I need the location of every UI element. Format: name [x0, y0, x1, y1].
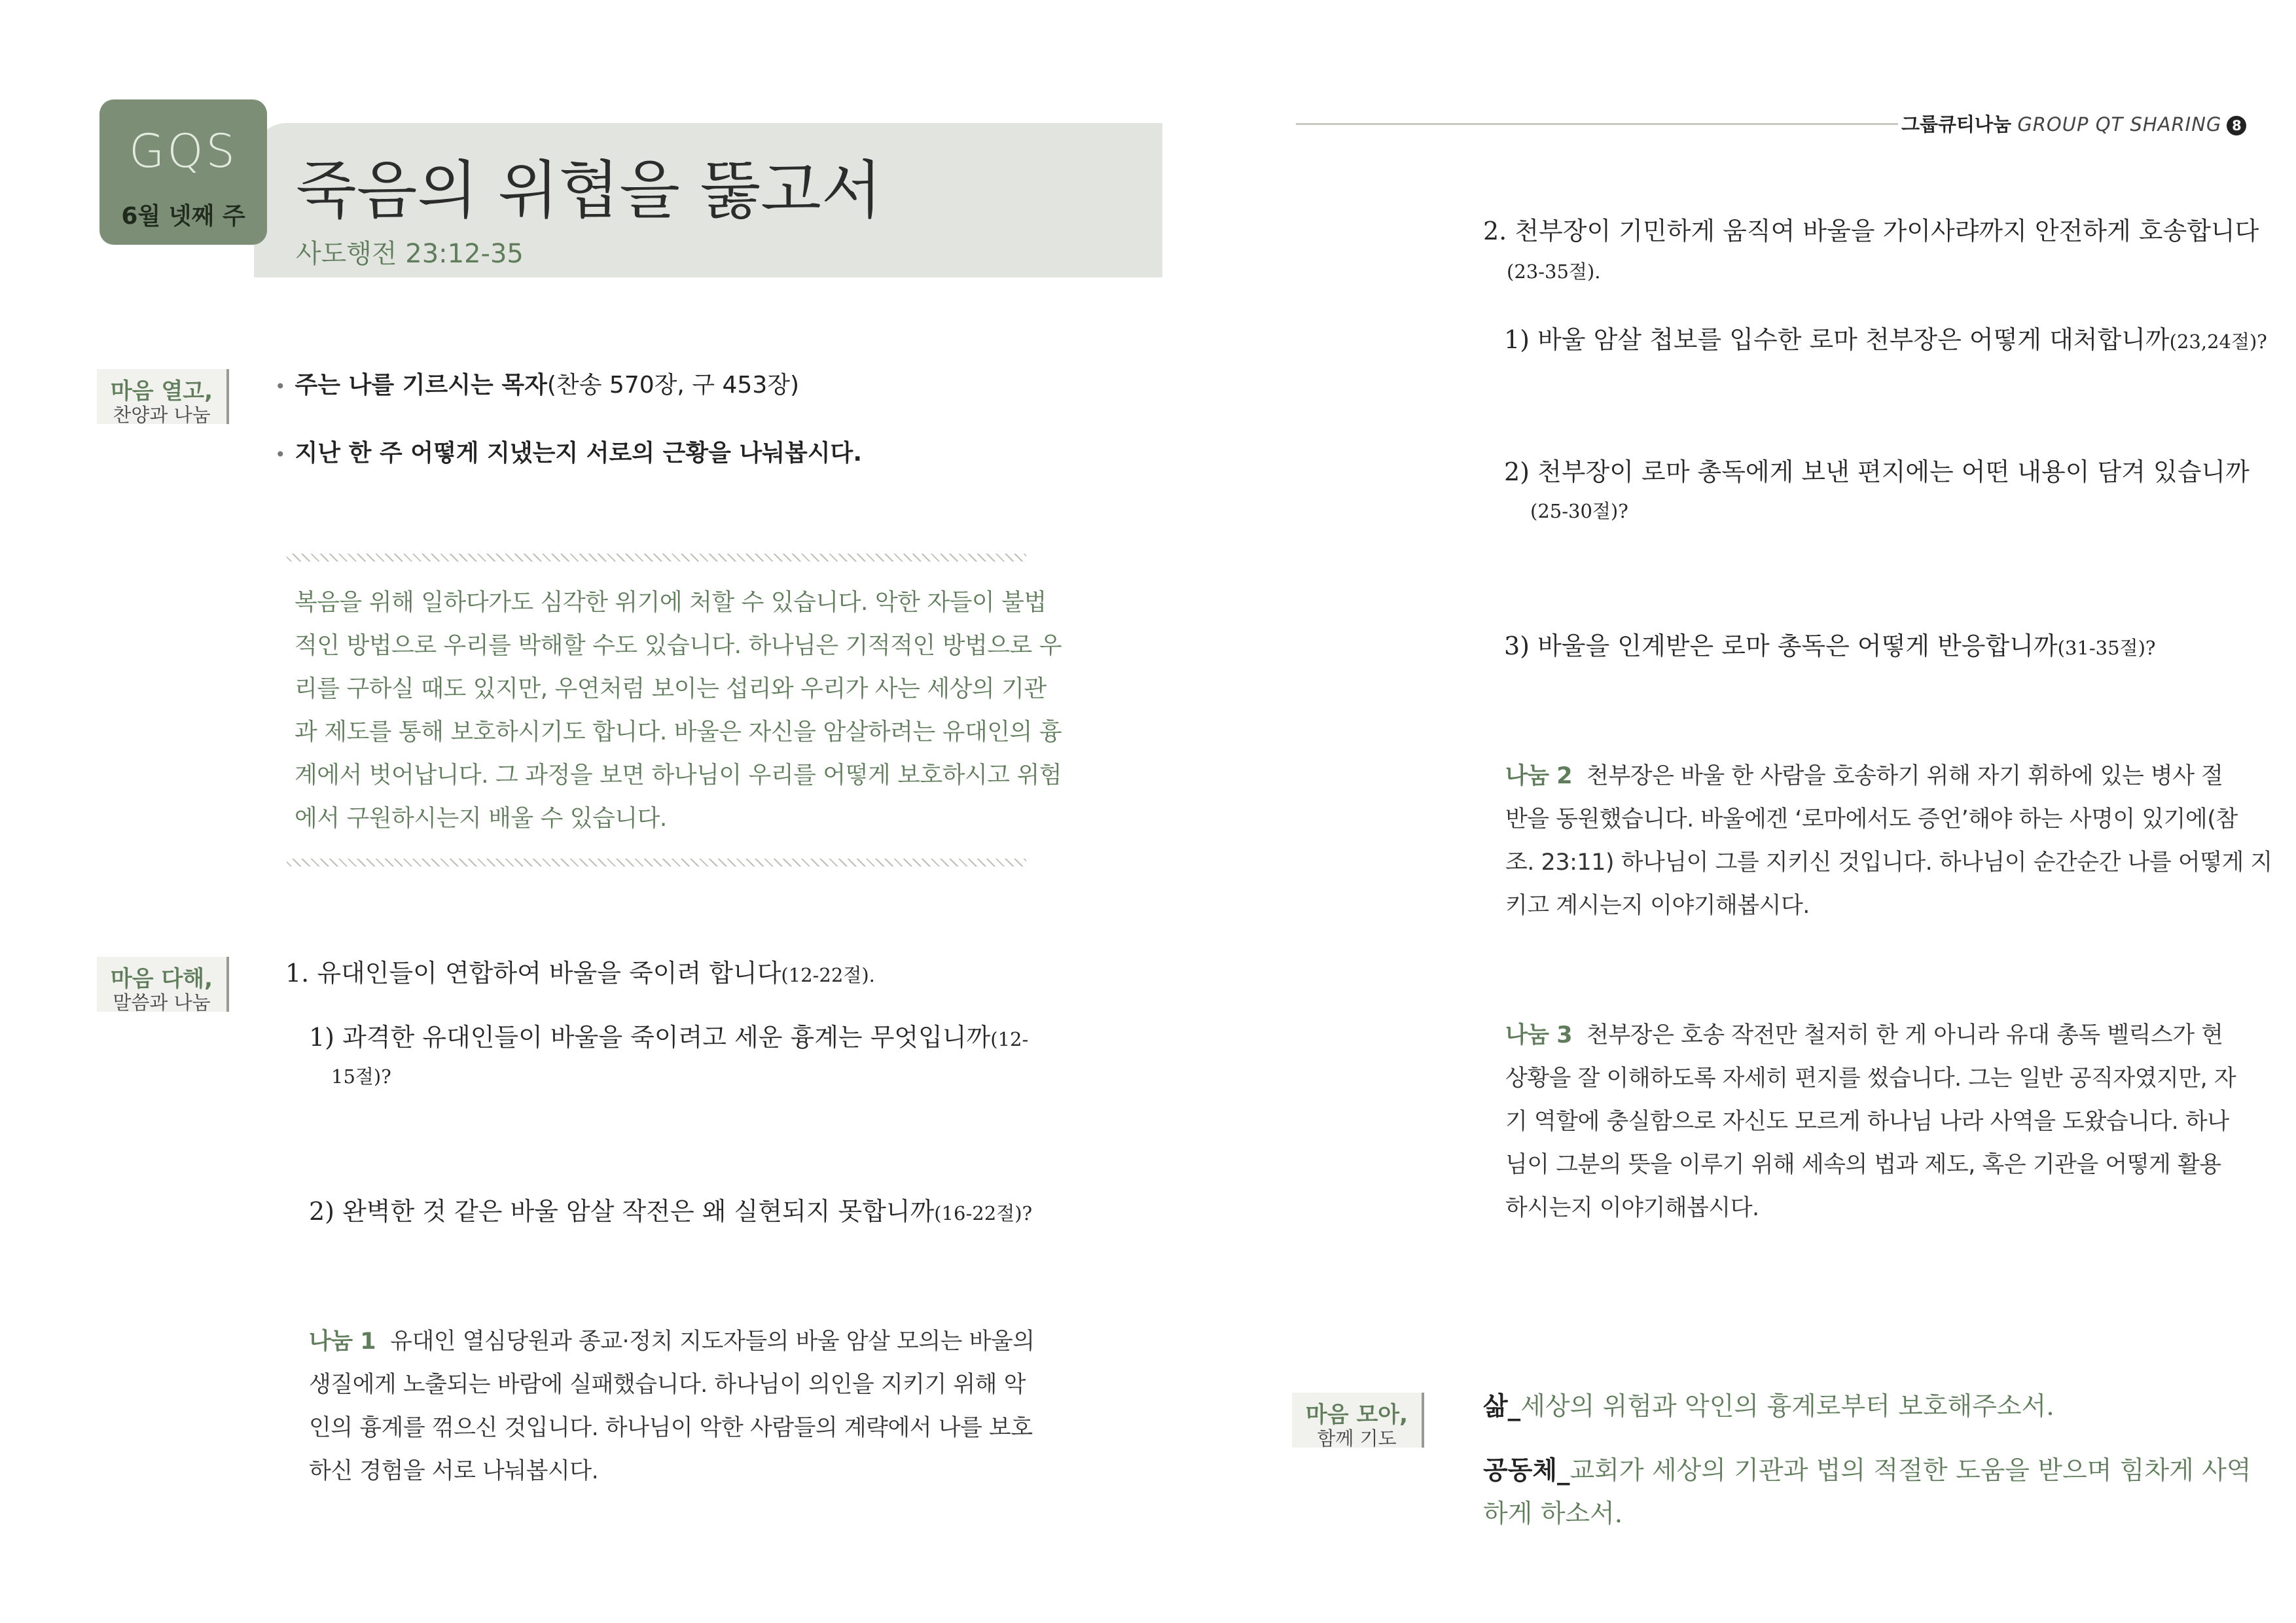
- prayer-text: 세상의 위험과 악인의 흉계로부터 보호해주소서.: [1520, 1392, 2054, 1421]
- share-line: 천부장은 바울 한 사람을 호송하기 위해 자기 휘하에 있는 병사 절: [1587, 763, 2223, 789]
- intro-line: 에서 구원하시는지 배울 수 있습니다.: [295, 805, 667, 832]
- verse-ref: (25-30절)?: [1530, 500, 1628, 522]
- share-line: 인의 흉계를 꺾으신 것입니다. 하나님이 악한 사람들의 계략에서 나를 보호: [309, 1415, 1033, 1441]
- section-label-main: 마음 다해,: [110, 966, 213, 992]
- hymn-number: (찬송 570장, 구 453장): [547, 372, 800, 399]
- question-2-2-cont: [1530, 495, 1628, 524]
- share-tag: 나눔 2: [1505, 763, 1573, 789]
- question-text: 2) 완벽한 것 같은 바울 암살 작전은 왜 실현되지 못합니까: [309, 1197, 935, 1226]
- question-text: 2) 천부장이 로마 총독에게 보낸 편지에는 어떤 내용이 담겨 있습니까: [1504, 457, 2250, 486]
- section-label-sub: 찬양과 나눔: [113, 404, 211, 426]
- share-tag: 나눔 3: [1505, 1022, 1573, 1048]
- share-line: 반을 동원했습니다. 바울에겐 ‘로마에서도 증언’해야 하는 사명이 있기에(참: [1505, 806, 2238, 832]
- section-label-sub: 말씀과 나눔: [113, 991, 211, 1014]
- verse-ref: (23-35절).: [1507, 260, 1601, 283]
- prayer-community: [1483, 1450, 2251, 1487]
- question-text: 3) 바울을 인계받은 로마 총독은 어떻게 반응합니까: [1504, 632, 2058, 660]
- section-label-main: 마음 열고,: [110, 378, 213, 404]
- section-label-main: 마음 모아,: [1305, 1402, 1408, 1428]
- verse-ref: (23,24절)?: [2169, 330, 2267, 353]
- share-line: 유대인 열심당원과 종교·정치 지도자들의 바울 암살 모의는 바울의: [390, 1329, 1035, 1355]
- intro-top-divider: [287, 554, 1026, 562]
- header-korean: 그룹큐티나눔: [1901, 113, 2012, 135]
- share-line: 생질에게 노출되는 바람에 실패했습니다. 하나님이 의인을 지키기 위해 악: [309, 1372, 1026, 1398]
- prayer-text: 하게 하소서.: [1483, 1499, 1623, 1529]
- share-line: 조. 23:11) 하나님이 그를 지키신 것입니다. 하나님이 순간순간 나를 어떻게 지: [1505, 849, 2272, 876]
- question-text: 1) 과격한 유대인들이 바울을 죽이려고 세운 흉계는 무엇입니까: [309, 1023, 991, 1052]
- share-line: 상황을 잘 이해하도록 자세히 편지를 썼습니다. 그는 일반 공직자였지만, 자: [1505, 1065, 2236, 1092]
- share-line: 하시는지 이야기해봅시다.: [1505, 1195, 1759, 1221]
- scripture-reference: 사도행전 23:12-35: [296, 239, 524, 269]
- verse-ref: (12-: [990, 1028, 1029, 1050]
- week-label: 6월 넷째 주: [121, 203, 245, 230]
- share-line: 키고 계시는지 이야기해봅시다.: [1505, 893, 1810, 919]
- section-label-sub: 함께 기도: [1317, 1427, 1397, 1450]
- prayer-key: 공동체_: [1483, 1456, 1570, 1486]
- verse-ref: (12-22절).: [781, 964, 875, 986]
- intro-line: 적인 방법으로 우리를 박해할 수도 있습니다. 하나님은 기적적인 방법으로 우: [295, 632, 1062, 659]
- intro-bottom-divider: [287, 859, 1026, 866]
- question-1-heading: [285, 953, 875, 989]
- intro-line: 리를 구하실 때도 있지만, 우연처럼 보이는 섭리와 우리가 사는 세상의 기관: [295, 675, 1047, 702]
- question-2-heading: [1483, 211, 2259, 247]
- prayer-key: 삶_: [1483, 1392, 1521, 1421]
- week-badge: [99, 99, 267, 245]
- question-2-2: [1504, 452, 2250, 488]
- page-title: 죽음의 위협을 뚫고서: [296, 154, 882, 227]
- hymn-title: 주는 나를 기르시는 목자: [295, 372, 547, 399]
- share-line: 천부장은 호송 작전만 철저히 한 게 아니라 유대 총독 벨릭스가 현: [1587, 1022, 2223, 1048]
- question-1-1: [309, 1017, 1028, 1053]
- header-rule: [1296, 123, 1898, 125]
- question-1-2: [309, 1191, 1032, 1227]
- running-header: [1901, 110, 2246, 137]
- question-2-1: [1504, 319, 2267, 355]
- section-label-word: [97, 957, 229, 1012]
- question-1-1-cont: [331, 1060, 391, 1089]
- prayer-text: 교회가 세상의 기관과 법의 적절한 도움을 받으며 힘차게 사역: [1570, 1456, 2251, 1486]
- question-text: 1) 바울 암살 첩보를 입수한 로마 천부장은 어떻게 대처합니까: [1504, 325, 2170, 354]
- gqs-logo: GQS: [129, 124, 238, 178]
- intro-line: 계에서 벗어납니다. 그 과정을 보면 하나님이 우리를 어떻게 보호하시고 위험: [295, 762, 1062, 789]
- open-item-hymn: [275, 366, 799, 400]
- question-text: 1. 유대인들이 연합하여 바울을 죽이려 합니다: [285, 959, 781, 988]
- question-2-3: [1504, 626, 2155, 662]
- intro-line: 복음을 위해 일하다가도 심각한 위기에 처할 수 있습니다. 악한 자들이 불법: [295, 589, 1047, 616]
- intro-line: 과 제도를 통해 보호하시기도 합니다. 바울은 자신을 암살하려는 유대인의 흉: [295, 719, 1062, 745]
- verse-ref: (31-35절)?: [2057, 637, 2156, 659]
- greeting-text: 지난 한 주 어떻게 지냈는지 서로의 근황을 나눠봅시다.: [295, 440, 862, 467]
- bullet-icon: •: [275, 444, 286, 465]
- section-label-pray: [1292, 1393, 1424, 1448]
- open-item-greeting: [275, 435, 862, 468]
- page-number: 8: [2227, 116, 2246, 135]
- prayer-life: [1483, 1386, 2054, 1423]
- share-line: 기 역할에 충실함으로 자신도 모르게 하나님 나라 사역을 도왔습니다. 하나: [1505, 1109, 2229, 1135]
- share-line: 님이 그분의 뜻을 이루기 위해 세속의 법과 제도, 혹은 기관을 어떻게 활용: [1505, 1152, 2221, 1178]
- question-text: 2. 천부장이 기민하게 움직여 바울을 가이사랴까지 안전하게 호송합니다: [1483, 217, 2259, 245]
- section-label-open: [97, 369, 229, 424]
- share-tag: 나눔 1: [309, 1329, 376, 1355]
- question-2-heading-cont: [1507, 255, 1600, 284]
- header-english: GROUP QT SHARING: [2017, 113, 2222, 135]
- verse-ref: (16-22절)?: [934, 1202, 1033, 1224]
- bullet-icon: •: [275, 376, 286, 397]
- share-line: 하신 경험을 서로 나눠봅시다.: [309, 1458, 599, 1484]
- prayer-community-cont: [1483, 1493, 1623, 1530]
- verse-ref: 15절)?: [331, 1065, 391, 1088]
